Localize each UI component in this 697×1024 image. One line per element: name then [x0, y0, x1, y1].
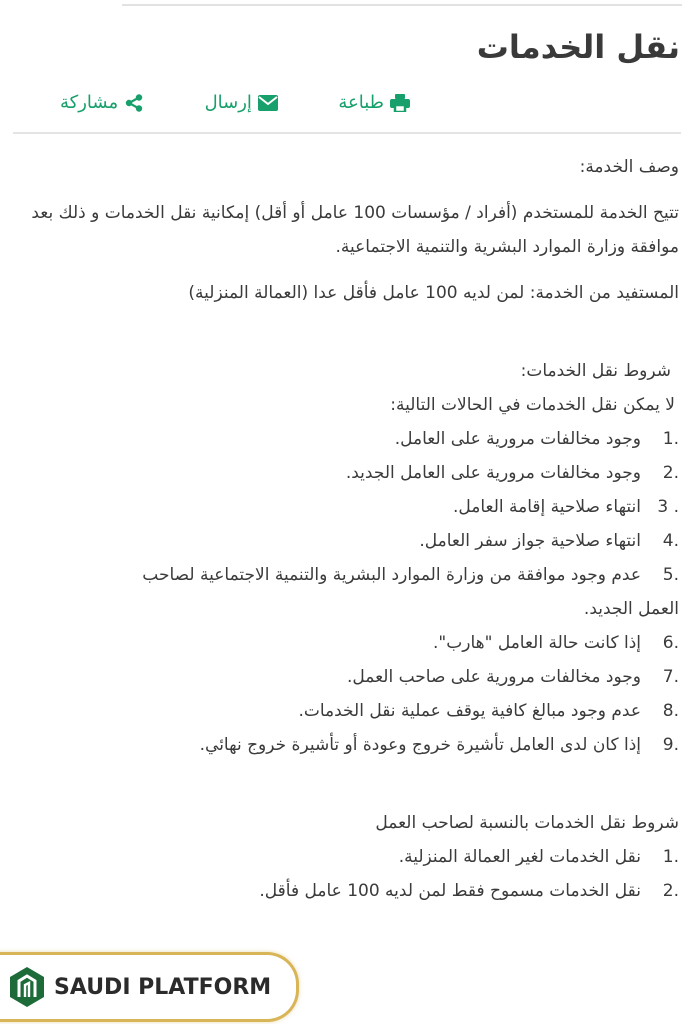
- action-bar: [60, 92, 410, 113]
- conditions-heading: شروط نقل الخدمات:: [520, 361, 671, 381]
- header-divider: [13, 132, 681, 134]
- service-content: [19, 150, 679, 908]
- print-label: طباعة: [338, 92, 384, 113]
- condition-item: 9. إذا كان لدى العامل تأشيرة خروج وعودة أو تأشيرة خروج نهائي.: [199, 735, 679, 755]
- beneficiary-text: المستفيد من الخدمة: لمن لديه 100 عامل فأقل عدا (العمالة المنزلية): [188, 283, 679, 303]
- employer-condition-item: 1. نقل الخدمات لغير العمالة المنزلية.: [398, 847, 679, 867]
- condition-item: 6. إذا كانت حالة العامل "هارب".: [433, 633, 679, 653]
- share-label: مشاركة: [60, 92, 119, 113]
- share-icon: [124, 94, 144, 112]
- employer-condition-item: 2. نقل الخدمات مسموح فقط لمن لديه 100 عامل فأقل.: [259, 881, 679, 901]
- condition-item: 7. وجود مخالفات مرورية على صاحب العمل.: [346, 667, 679, 687]
- description-heading: وصف الخدمة:: [579, 157, 679, 177]
- print-button[interactable]: [338, 92, 410, 113]
- employer-heading: شروط نقل الخدمات بالنسبة لصاحب العمل: [375, 813, 679, 833]
- condition-item: 8. عدم وجود مبالغ كافية يوقف عملية نقل الخدمات.: [298, 701, 679, 721]
- condition-item: 1. وجود مخالفات مرورية على العامل.: [394, 429, 679, 449]
- conditions-intro: لا يمكن نقل الخدمات في الحالات التالية:: [390, 395, 675, 415]
- send-label: إرسال: [204, 92, 252, 113]
- description-body: تتيح الخدمة للمستخدم (أفراد / مؤسسات 100 عامل أو أقل) إمكانية نقل الخدمات و ذلك بعد موافقة وزارة الموارد البشرية والتنمية الاجتماعية.: [31, 203, 679, 257]
- send-button[interactable]: [205, 92, 278, 113]
- condition-item-continuation: العمل الجديد.: [583, 599, 679, 619]
- page-title: نقل الخدمات: [476, 28, 680, 66]
- saudi-platform-logo-icon: [10, 967, 44, 1007]
- envelope-icon: [258, 94, 278, 112]
- condition-item: 4. انتهاء صلاحية جواز سفر العامل.: [419, 531, 679, 551]
- condition-item: 2. وجود مخالفات مرورية على العامل الجديد.: [345, 463, 679, 483]
- condition-item: 3 . انتهاء صلاحية إقامة العامل.: [452, 497, 679, 517]
- print-icon: [390, 94, 410, 112]
- condition-item: 5. عدم وجود موافقة من وزارة الموارد البشرية والتنمية الاجتماعية لصاحب: [142, 565, 679, 585]
- top-divider: [122, 4, 682, 6]
- brand-name: SAUDI PLATFORM: [54, 974, 272, 1000]
- saudi-platform-watermark: [0, 952, 299, 1022]
- share-button[interactable]: [60, 92, 144, 113]
